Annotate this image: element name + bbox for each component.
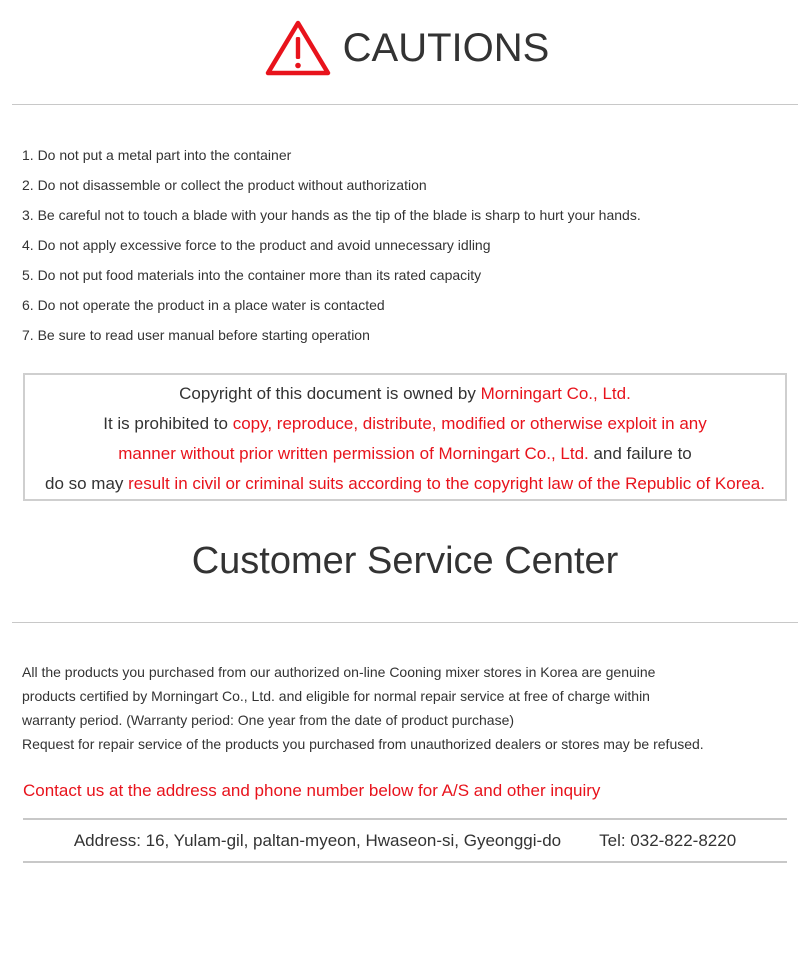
service-text-line: warranty period. (Warranty period: One year from the date of product purchase) — [22, 712, 515, 728]
caution-item: 6. Do not operate the product in a place water is contacted — [22, 297, 385, 313]
service-paragraph — [22, 660, 782, 756]
caution-list — [22, 143, 641, 353]
copyright-highlight: copy, reproduce, distribute, modified or otherwise exploit in any — [232, 414, 707, 433]
copyright-line-1 — [25, 382, 785, 406]
caution-item: 3. Be careful not to touch a blade with your hands as the tip of the blade is sharp to hurt your hands. — [22, 207, 641, 223]
copyright-highlight: manner without prior written permission of Morningart Co., Ltd. — [118, 444, 589, 463]
caution-item: 7. Be sure to read user manual before starting operation — [22, 327, 370, 343]
company-name: Morningart Co., Ltd. — [480, 384, 631, 403]
cautions-title: CAUTIONS — [342, 25, 550, 70]
caution-item: 5. Do not put food materials into the container more than its rated capacity — [22, 267, 482, 283]
warning-triangle-icon — [265, 20, 331, 76]
copyright-line-4 — [25, 472, 785, 496]
caution-item: 2. Do not disassemble or collect the product without authorization — [22, 177, 427, 193]
telephone-text: Tel: 032-822-8220 — [599, 830, 737, 850]
contact-heading: Contact us at the address and phone number below for A/S and other inquiry — [23, 781, 601, 800]
copyright-text: Copyright of this document is owned by — [179, 384, 481, 403]
address-row — [23, 818, 787, 863]
copyright-text: do so may — [44, 474, 129, 493]
service-divider — [12, 622, 798, 623]
caution-item: 1. Do not put a metal part into the container — [22, 147, 292, 163]
caution-item: 4. Do not apply excessive force to the product and avoid unnecessary idling — [22, 237, 491, 253]
copyright-line-2 — [25, 412, 785, 436]
address-text: Address: 16, Yulam-gil, paltan-myeon, Hwaseon-si, Gyeonggi-do — [73, 830, 562, 850]
copyright-line-3 — [25, 442, 785, 466]
copyright-notice-box — [23, 373, 787, 501]
customer-service-title: Customer Service Center — [191, 540, 619, 582]
cautions-header — [0, 18, 810, 78]
header-divider — [12, 104, 798, 105]
copyright-highlight: result in civil or criminal suits according to the copyright law of the Republic of Korea. — [128, 474, 765, 493]
service-text-line: products certified by Morningart Co., Ltd. and eligible for normal repair service at free of charge within — [22, 688, 650, 704]
service-text-line: All the products you purchased from our authorized on-line Cooning mixer stores in Korea are genuine — [22, 664, 656, 680]
service-text-line: Request for repair service of the products you purchased from unauthorized dealers or stores may be refused. — [22, 736, 704, 752]
copyright-text: It is prohibited to — [103, 414, 233, 433]
copyright-text: and failure to — [588, 444, 692, 463]
